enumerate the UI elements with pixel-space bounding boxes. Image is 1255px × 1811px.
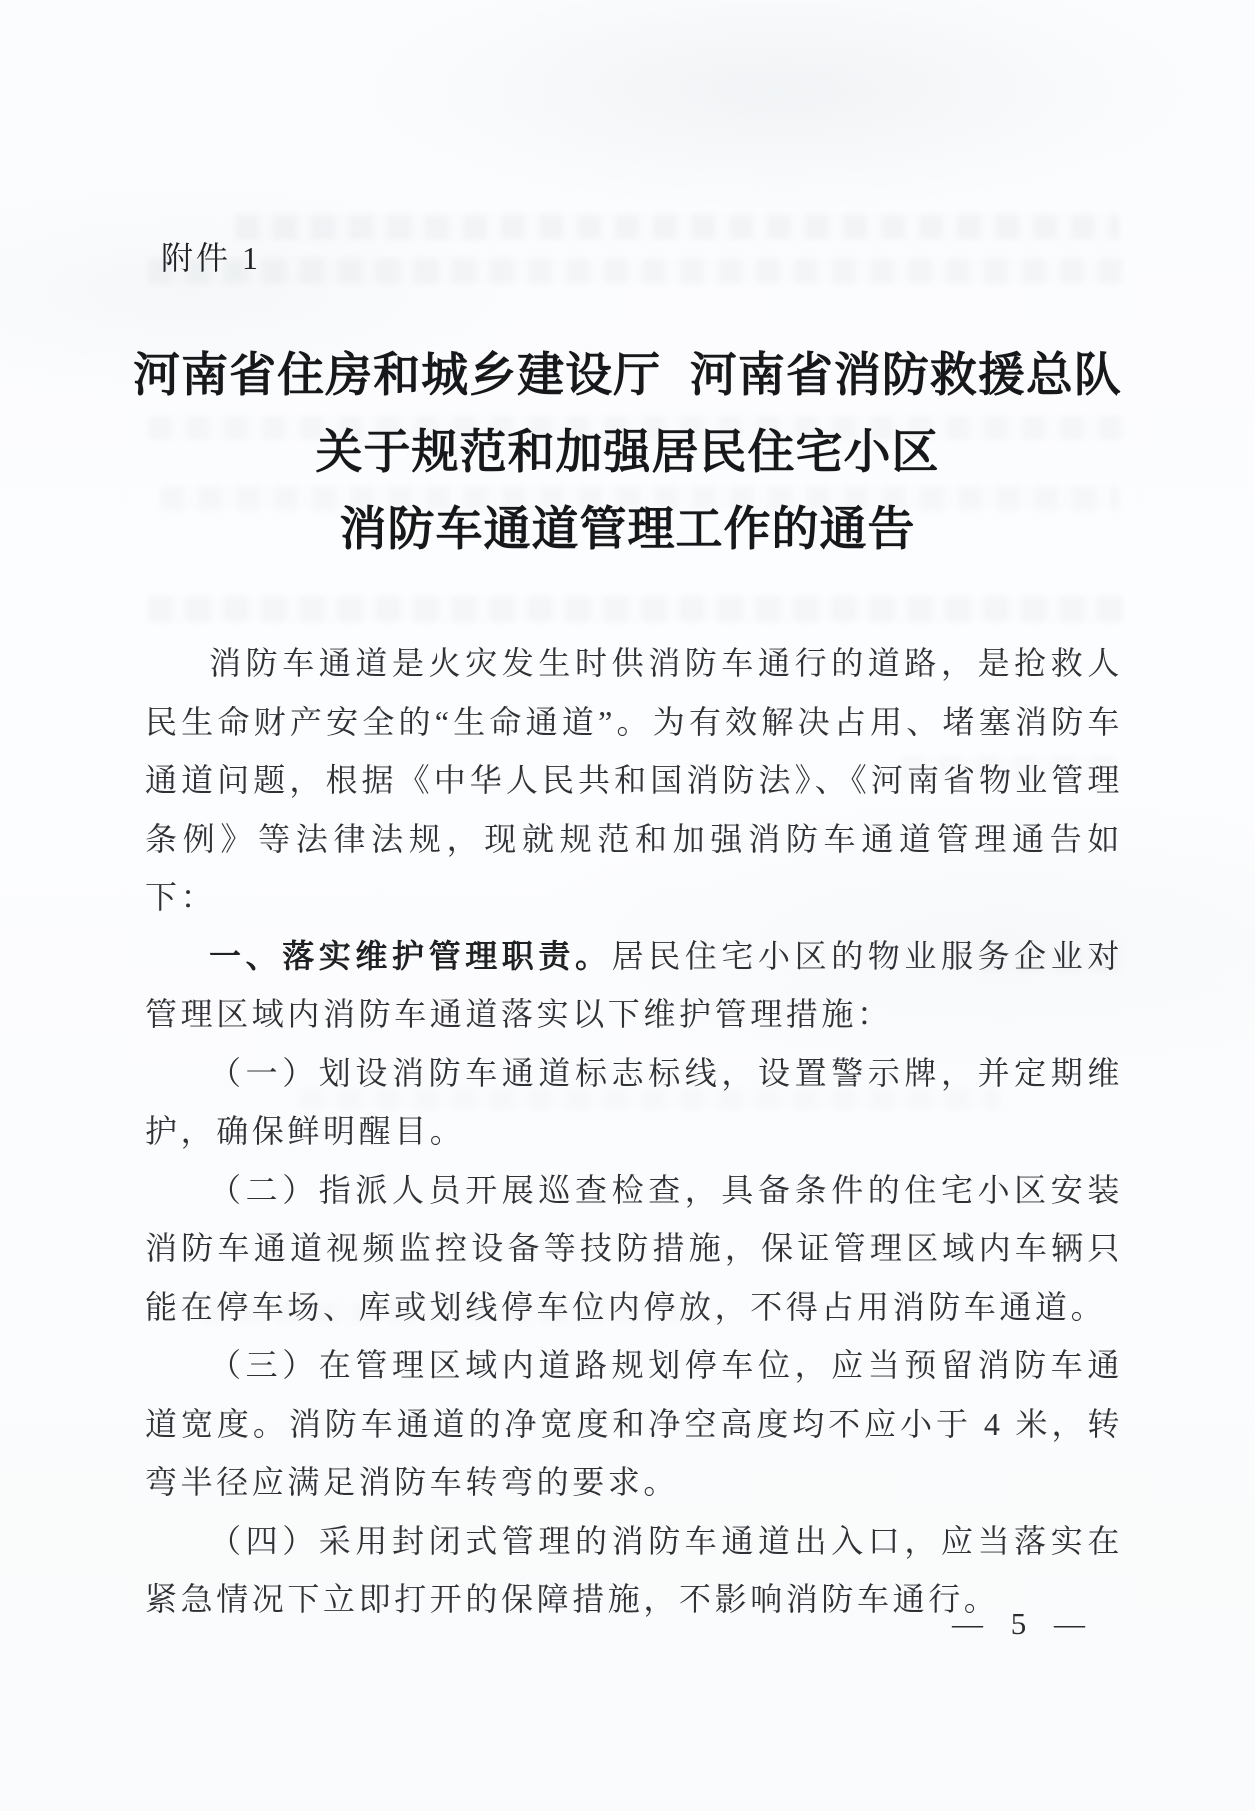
paragraph-text: （二）指派人员开展巡查检查，具备条件的住宅小区安装消防车通道视频监控设备等技防措施，保证管理区域内车辆只能在停车场、库或划线停车位内停放，不得占用消防车通道。 [145,1171,1123,1325]
paragraph-text: 居民住宅小区的物业服务企业对管理区域内消防车通道落实以下维护管理措施： [145,937,1123,1032]
title-line-3: 消防车通道管理工作的通告 [339,504,916,556]
attachment-label: 附件 1 [161,240,262,276]
document-body [145,634,1123,1629]
title-line-1: 河南省住房和城乡建设厅 河南省消防救援总队 [133,350,1122,402]
title-line-2: 关于规范和加强居民住宅小区 [315,427,940,479]
scan-bleedthrough-artifact [235,214,1120,240]
paragraph-text: （四）采用封闭式管理的消防车通道出入口，应当落实在紧急情况下立即打开的保障措施，不影响消防车通行。 [145,1522,1123,1617]
scan-bleedthrough-artifact [148,596,1123,622]
page-number: — 5 — [952,1606,1095,1641]
paragraph-text: 消防车通道是火灾发生时供消防车通行的道路，是抢救人民生命财产安全的“生命通道”。为有效解决占用、堵塞消防车通道问题，根据《中华人民共和国消防法》、《河南省物业管理条例》等法律法规，现就规范和加强消防车通道管理通告如下： [145,645,1123,915]
scan-bleedthrough-artifact [148,258,1123,284]
paragraph [145,1044,1123,1161]
paragraph-text: （一）划设消防车通道标志标线，设置警示牌，并定期维护，确保鲜明醒目。 [145,1054,1123,1149]
paragraph [145,1336,1123,1512]
paragraph [145,1161,1123,1337]
paragraph-text: （三）在管理区域内道路规划停车位，应当预留消防车通道宽度。消防车通道的净宽度和净空高度均不应小于 4 米，转弯半径应满足消防车转弯的要求。 [145,1347,1123,1500]
paragraph [145,634,1123,927]
paragraph-bold-lead: 一、落实维护管理职责。 [209,937,612,974]
document-title [40,338,1215,569]
paragraph [145,927,1123,1044]
